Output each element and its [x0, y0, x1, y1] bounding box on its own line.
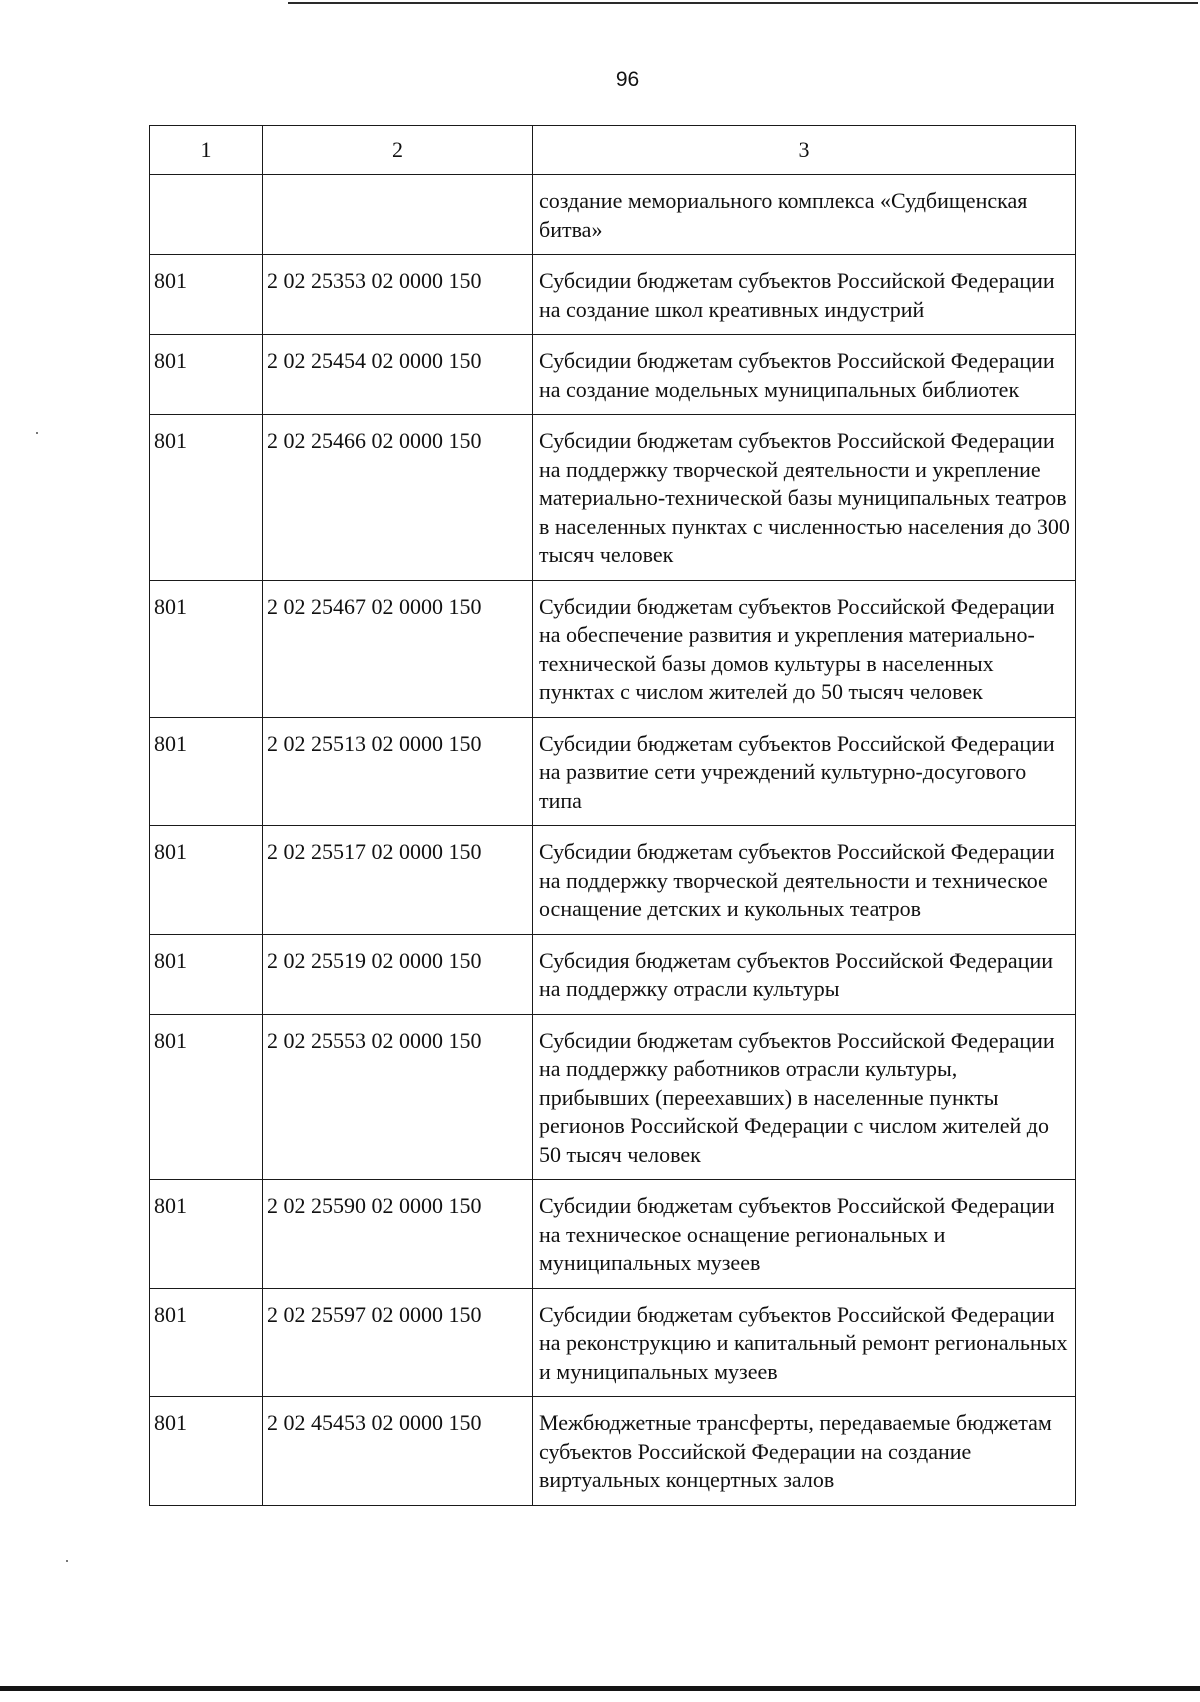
page-number: 96	[615, 68, 640, 91]
description-cell: Субсидии бюджетам субъектов Российской Федерации на поддержку творческой деятельности и техническое оснащение детских и кукольных театров	[533, 826, 1076, 935]
budget-code-cell: 2 02 25454 02 0000 150	[263, 335, 533, 415]
budget-code-cell: 2 02 25466 02 0000 150	[263, 415, 533, 581]
header-col-1: 1	[150, 126, 263, 175]
admin-code-cell: 801	[150, 1180, 263, 1289]
table-row	[150, 175, 1076, 255]
description-cell: Субсидии бюджетам субъектов Российской Федерации на развитие сети учреждений культурно-досугового типа	[533, 717, 1076, 826]
description-cell: Субсидии бюджетам субъектов Российской Федерации на поддержку работников отрасли культуры, прибывших (переехавших) в населенные пункты регионов Российской Федерации с числом жителей до 50 тысяч человек	[533, 1014, 1076, 1180]
description-cell: Межбюджетные трансферты, передаваемые бюджетам субъектов Российской Федерации на создание виртуальных концертных залов	[533, 1397, 1076, 1506]
table-row	[150, 1288, 1076, 1397]
header-col-3: 3	[533, 126, 1076, 175]
budget-code-cell: 2 02 25519 02 0000 150	[263, 934, 533, 1014]
budget-code-cell	[263, 175, 533, 255]
table-row	[150, 826, 1076, 935]
budget-code-cell: 2 02 45453 02 0000 150	[263, 1397, 533, 1506]
admin-code-cell: 801	[150, 415, 263, 581]
description-cell: создание мемориального комплекса «Судбищенская битва»	[533, 175, 1076, 255]
admin-code-cell: 801	[150, 1397, 263, 1506]
admin-code-cell: 801	[150, 717, 263, 826]
budget-code-cell: 2 02 25517 02 0000 150	[263, 826, 533, 935]
budget-code-cell: 2 02 25353 02 0000 150	[263, 255, 533, 335]
admin-code-cell: 801	[150, 580, 263, 717]
admin-code-cell	[150, 175, 263, 255]
scan-speck	[66, 1560, 68, 1562]
table-row	[150, 717, 1076, 826]
admin-code-cell: 801	[150, 1288, 263, 1397]
table-header	[150, 126, 1076, 175]
description-cell: Субсидии бюджетам субъектов Российской Федерации на реконструкцию и капитальный ремонт региональных и муниципальных музеев	[533, 1288, 1076, 1397]
budget-code-cell: 2 02 25590 02 0000 150	[263, 1180, 533, 1289]
admin-code-cell: 801	[150, 1014, 263, 1180]
description-cell: Субсидия бюджетам субъектов Российской Федерации на поддержку отрасли культуры	[533, 934, 1076, 1014]
table-row	[150, 1014, 1076, 1180]
table-row	[150, 1180, 1076, 1289]
description-cell: Субсидии бюджетам субъектов Российской Федерации на создание модельных муниципальных библиотек	[533, 335, 1076, 415]
description-cell: Субсидии бюджетам субъектов Российской Федерации на техническое оснащение региональных и муниципальных музеев	[533, 1180, 1076, 1289]
header-row	[150, 126, 1076, 175]
scan-edge-bottom	[0, 1686, 1200, 1691]
header-col-2: 2	[263, 126, 533, 175]
table-row	[150, 934, 1076, 1014]
scan-speck	[36, 432, 38, 434]
description-cell: Субсидии бюджетам субъектов Российской Федерации на обеспечение развития и укрепления материально-технической базы домов культуры в населенных пунктах с числом жителей до 50 тысяч человек	[533, 580, 1076, 717]
budget-codes-table	[149, 125, 1076, 1506]
table-row	[150, 335, 1076, 415]
budget-code-cell: 2 02 25553 02 0000 150	[263, 1014, 533, 1180]
admin-code-cell: 801	[150, 934, 263, 1014]
description-cell: Субсидии бюджетам субъектов Российской Федерации на создание школ креативных индустрий	[533, 255, 1076, 335]
table-row	[150, 255, 1076, 335]
budget-code-cell: 2 02 25597 02 0000 150	[263, 1288, 533, 1397]
table-row	[150, 415, 1076, 581]
table-row	[150, 580, 1076, 717]
admin-code-cell: 801	[150, 335, 263, 415]
table-row	[150, 1397, 1076, 1506]
budget-code-cell: 2 02 25513 02 0000 150	[263, 717, 533, 826]
description-cell: Субсидии бюджетам субъектов Российской Федерации на поддержку творческой деятельности и укрепление материально-технической базы муниципальных театров в населенных пунктах с численностью населения до 300 тысяч человек	[533, 415, 1076, 581]
admin-code-cell: 801	[150, 826, 263, 935]
table-body	[150, 175, 1076, 1506]
scan-edge-top	[288, 2, 1198, 4]
budget-code-cell: 2 02 25467 02 0000 150	[263, 580, 533, 717]
admin-code-cell: 801	[150, 255, 263, 335]
